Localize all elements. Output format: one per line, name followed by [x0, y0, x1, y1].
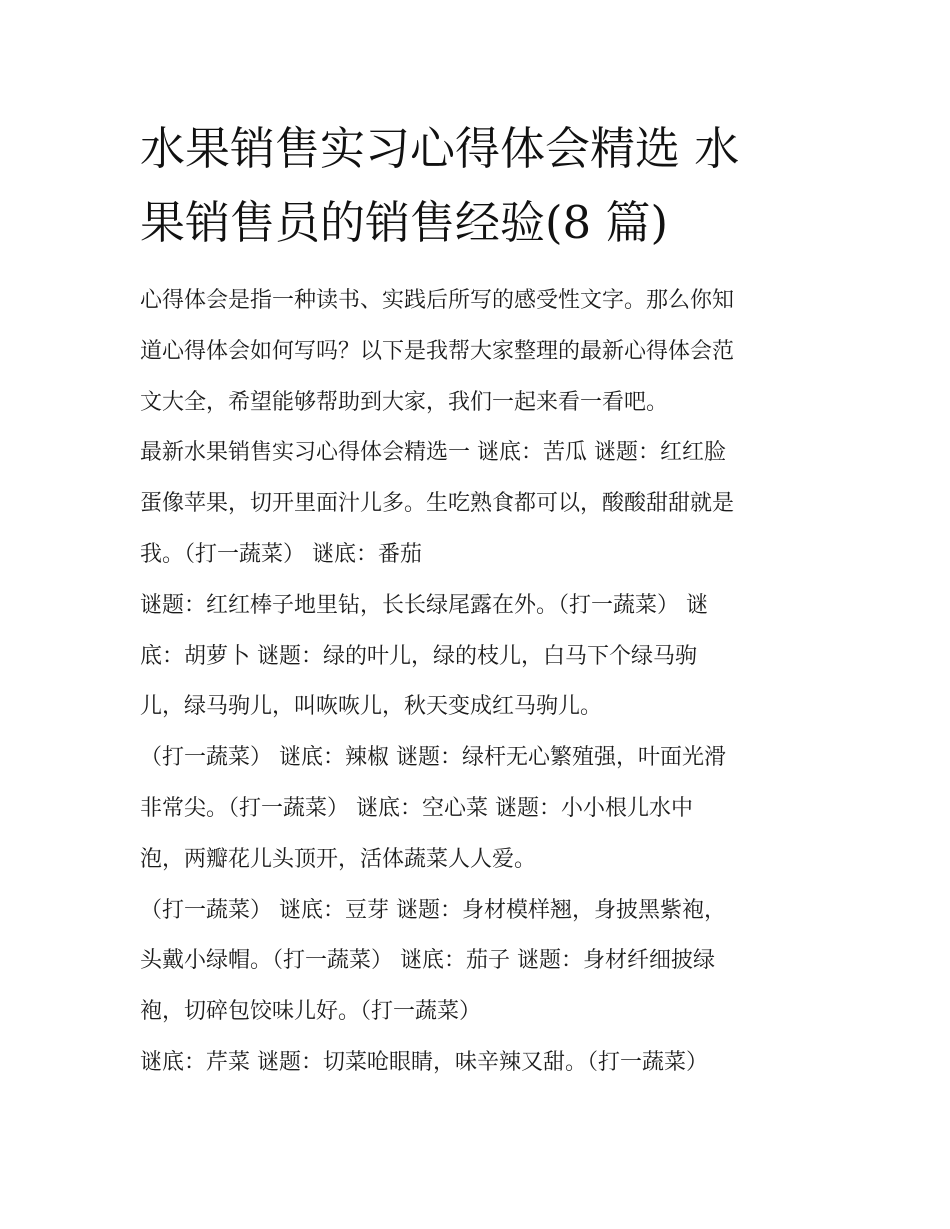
body-line: 我。（打一蔬菜） 谜底：番茄 — [140, 541, 422, 567]
body-line: 泡，两瓣花儿头顶开，活体蔬菜人人爱。 — [140, 846, 537, 872]
body-line: 最新水果销售实习心得体会精选一 谜底：苦瓜 谜题：红红脸 — [140, 440, 726, 466]
body-line: 心得体会是指一种读书、实践后所写的感受性文字。那么你知 — [140, 288, 735, 313]
body-line: 儿，绿马驹儿，叫咴咴儿，秋天变成红马驹儿。 — [140, 694, 603, 720]
title-line-1: 水果销售实习心得体会精选 水 — [140, 122, 740, 175]
body-line: 蛋像苹果，切开里面汁儿多。生吃熟食都可以，酸酸甜甜就是 — [140, 491, 735, 517]
body-line: 谜题：红红棒子地里钻，长长绿尾露在外。（打一蔬菜） 谜 — [140, 592, 708, 618]
body-line: 袍，切碎包饺味儿好。（打一蔬菜） — [140, 999, 482, 1025]
document-title — [140, 112, 820, 260]
body-line: 谜底：芹菜 谜题：切菜呛眼睛，味辛辣又甜。（打一蔬菜） — [140, 1049, 708, 1075]
body-line: 底：胡萝卜 谜题：绿的叶儿，绿的枝儿，白马下个绿马驹 — [140, 643, 697, 669]
body-line: 文大全，希望能够帮助到大家，我们一起来看一看吧。 — [140, 389, 669, 415]
document-body — [140, 276, 840, 1089]
body-line: （打一蔬菜） 谜底：辣椒 谜题：绿杆无心繁殖强，叶面光滑 — [140, 745, 726, 771]
body-line: （打一蔬菜） 谜底：豆芽 谜题：身材模样翘，身披黑紫袍， — [140, 897, 726, 923]
body-line: 非常尖。（打一蔬菜） 谜底：空心菜 谜题：小小根儿水中 — [140, 795, 693, 821]
body-line: 头戴小绿帽。（打一蔬菜） 谜底：茄子 谜题：身材纤细披绿 — [140, 948, 715, 974]
title-line-2: 果销售员的销售经验(8 篇) — [140, 196, 669, 249]
body-line: 道心得体会如何写吗？以下是我帮大家整理的最新心得体会范 — [140, 338, 735, 364]
